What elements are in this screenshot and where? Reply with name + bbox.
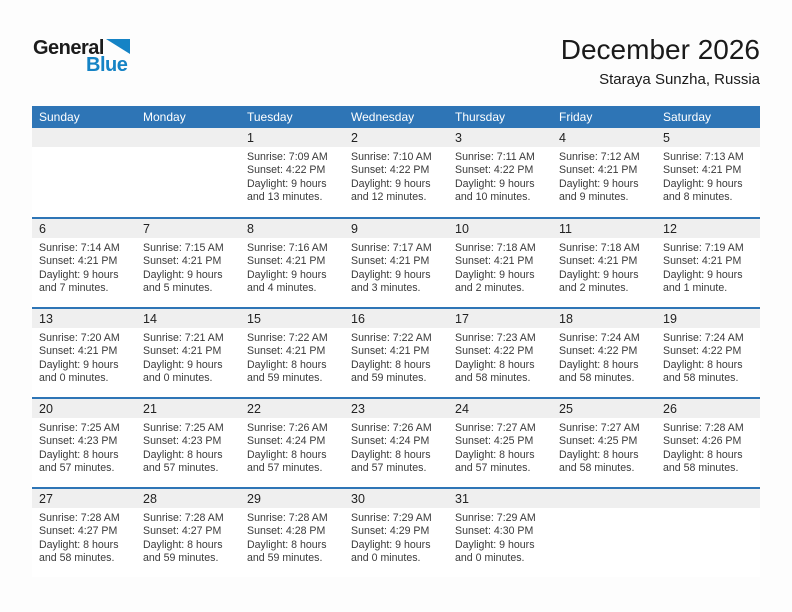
day-cell-21 — [136, 399, 240, 487]
week-row-4 — [32, 397, 760, 487]
day-detail-line: and 58 minutes. — [455, 372, 531, 385]
day-detail-line: Sunrise: 7:28 AM — [247, 512, 328, 524]
day-detail-line: Sunset: 4:21 PM — [39, 345, 118, 358]
day-detail-line: and 58 minutes. — [559, 462, 635, 475]
day-cell-8 — [240, 219, 344, 307]
day-cell-10 — [448, 219, 552, 307]
day-detail-line: Sunrise: 7:12 AM — [559, 151, 640, 163]
day-details — [240, 508, 344, 566]
day-detail-line: Sunrise: 7:19 AM — [663, 242, 744, 254]
day-number: 18 — [552, 309, 656, 328]
day-detail-line: Daylight: 9 hours — [559, 268, 639, 281]
day-details — [552, 328, 656, 386]
day-cell-24 — [448, 399, 552, 487]
day-detail-line: Daylight: 9 hours — [559, 177, 639, 190]
day-detail-line: Sunset: 4:21 PM — [663, 164, 742, 177]
day-detail-line: and 7 minutes. — [39, 282, 109, 295]
day-details — [448, 238, 552, 296]
day-number: 24 — [448, 399, 552, 418]
day-detail-line: Sunrise: 7:29 AM — [455, 512, 536, 524]
day-cell-17 — [448, 309, 552, 397]
day-detail-line: Daylight: 9 hours — [39, 268, 119, 281]
day-number: 2 — [344, 128, 448, 147]
weekday-saturday: Saturday — [663, 110, 712, 124]
day-detail-line: Sunrise: 7:18 AM — [559, 242, 640, 254]
day-number: 3 — [448, 128, 552, 147]
day-cell-27 — [32, 489, 136, 577]
day-details — [240, 238, 344, 296]
day-details — [552, 147, 656, 205]
week-row-3 — [32, 307, 760, 397]
day-detail-line: and 59 minutes. — [247, 372, 323, 385]
day-detail-line: and 59 minutes. — [351, 372, 427, 385]
day-detail-line: Daylight: 9 hours — [663, 268, 743, 281]
day-detail-line: and 2 minutes. — [559, 282, 629, 295]
day-detail-line: Sunset: 4:21 PM — [351, 345, 430, 358]
day-details — [136, 238, 240, 296]
day-number: 6 — [32, 219, 136, 238]
day-number: 10 — [448, 219, 552, 238]
day-detail-line: Sunset: 4:24 PM — [247, 435, 326, 448]
weekday-thursday: Thursday — [455, 110, 506, 124]
day-detail-line: and 4 minutes. — [247, 282, 317, 295]
day-details — [136, 147, 240, 151]
day-detail-line: Sunset: 4:21 PM — [143, 345, 222, 358]
day-cell-15 — [240, 309, 344, 397]
day-detail-line: Sunset: 4:22 PM — [559, 345, 638, 358]
week-row-2 — [32, 217, 760, 307]
day-detail-line: Sunset: 4:21 PM — [559, 255, 638, 268]
day-detail-line: Sunrise: 7:11 AM — [455, 151, 535, 163]
day-detail-line: Daylight: 9 hours — [351, 538, 431, 551]
day-detail-line: and 58 minutes. — [39, 552, 115, 565]
day-detail-line: Sunset: 4:22 PM — [455, 164, 534, 177]
day-detail-line: Daylight: 9 hours — [247, 177, 327, 190]
day-cell-14 — [136, 309, 240, 397]
day-number: 22 — [240, 399, 344, 418]
day-details — [344, 418, 448, 476]
day-detail-line: and 58 minutes. — [663, 462, 739, 475]
day-detail-line: Sunrise: 7:27 AM — [559, 422, 640, 434]
day-cell-25 — [552, 399, 656, 487]
day-detail-line: and 0 minutes. — [351, 552, 421, 565]
weekday-monday: Monday — [143, 110, 186, 124]
day-details — [656, 328, 760, 386]
day-detail-line: Sunrise: 7:22 AM — [351, 332, 432, 344]
day-detail-line: Sunset: 4:25 PM — [559, 435, 638, 448]
day-detail-line: Sunrise: 7:26 AM — [247, 422, 328, 434]
day-details — [344, 238, 448, 296]
day-cell-16 — [344, 309, 448, 397]
day-detail-line: Sunrise: 7:22 AM — [247, 332, 328, 344]
day-detail-line: Sunrise: 7:10 AM — [351, 151, 432, 163]
day-number — [552, 489, 656, 508]
day-number: 23 — [344, 399, 448, 418]
day-details — [344, 147, 448, 205]
day-detail-line: Daylight: 9 hours — [247, 268, 327, 281]
day-cell-19 — [656, 309, 760, 397]
day-details — [344, 328, 448, 386]
day-detail-line: and 13 minutes. — [247, 191, 323, 204]
page-title: December 2026 — [560, 34, 760, 65]
day-detail-line: Sunrise: 7:27 AM — [455, 422, 536, 434]
day-detail-line: Daylight: 9 hours — [143, 268, 223, 281]
day-detail-line: Sunset: 4:22 PM — [663, 345, 742, 358]
day-detail-line: Sunset: 4:21 PM — [247, 345, 326, 358]
day-detail-line: Sunrise: 7:16 AM — [247, 242, 328, 254]
day-number: 16 — [344, 309, 448, 328]
day-detail-line: Sunrise: 7:25 AM — [39, 422, 120, 434]
day-number: 7 — [136, 219, 240, 238]
day-details — [448, 328, 552, 386]
day-detail-line: and 57 minutes. — [247, 462, 323, 475]
day-detail-line: Sunset: 4:22 PM — [351, 164, 430, 177]
day-cell-23 — [344, 399, 448, 487]
day-detail-line: Sunrise: 7:24 AM — [559, 332, 640, 344]
day-detail-line: Sunrise: 7:14 AM — [39, 242, 120, 254]
day-detail-line: and 8 minutes. — [663, 191, 733, 204]
day-detail-line: and 59 minutes. — [247, 552, 323, 565]
day-detail-line: Daylight: 9 hours — [39, 358, 119, 371]
day-detail-line: and 57 minutes. — [39, 462, 115, 475]
day-details — [136, 418, 240, 476]
day-detail-line: and 10 minutes. — [455, 191, 531, 204]
day-cell-18 — [552, 309, 656, 397]
day-detail-line: and 1 minute. — [663, 282, 728, 295]
day-details — [448, 147, 552, 205]
day-cell-3 — [448, 128, 552, 217]
day-number: 30 — [344, 489, 448, 508]
day-number: 9 — [344, 219, 448, 238]
day-detail-line: Daylight: 8 hours — [455, 358, 535, 371]
week-row-5 — [32, 487, 760, 577]
day-number: 25 — [552, 399, 656, 418]
day-cell-empty — [552, 489, 656, 577]
day-detail-line: Sunset: 4:27 PM — [143, 525, 222, 538]
day-cell-5 — [656, 128, 760, 217]
day-number: 20 — [32, 399, 136, 418]
day-detail-line: Sunrise: 7:21 AM — [143, 332, 224, 344]
day-number: 26 — [656, 399, 760, 418]
day-cell-7 — [136, 219, 240, 307]
day-detail-line: and 0 minutes. — [143, 372, 213, 385]
day-number: 14 — [136, 309, 240, 328]
day-detail-line: Daylight: 9 hours — [455, 538, 535, 551]
day-detail-line: Sunrise: 7:25 AM — [143, 422, 224, 434]
weekday-tuesday: Tuesday — [247, 110, 293, 124]
logo-triangle-icon — [106, 39, 130, 54]
day-detail-line: and 57 minutes. — [455, 462, 531, 475]
day-details — [656, 508, 760, 512]
day-cell-28 — [136, 489, 240, 577]
day-detail-line: Sunset: 4:21 PM — [559, 164, 638, 177]
day-detail-line: Daylight: 8 hours — [455, 448, 535, 461]
day-number — [656, 489, 760, 508]
day-details — [552, 238, 656, 296]
week-row-1 — [32, 128, 760, 217]
day-details — [136, 328, 240, 386]
day-detail-line: Sunset: 4:21 PM — [143, 255, 222, 268]
day-details — [32, 328, 136, 386]
day-details — [32, 238, 136, 296]
day-details — [552, 508, 656, 512]
day-number: 27 — [32, 489, 136, 508]
day-detail-line: Sunrise: 7:20 AM — [39, 332, 120, 344]
day-detail-line: Daylight: 9 hours — [351, 177, 431, 190]
day-detail-line: Sunrise: 7:18 AM — [455, 242, 536, 254]
day-cell-26 — [656, 399, 760, 487]
day-detail-line: Sunset: 4:23 PM — [39, 435, 118, 448]
day-detail-line: Sunset: 4:21 PM — [351, 255, 430, 268]
day-detail-line: and 59 minutes. — [143, 552, 219, 565]
day-detail-line: Daylight: 8 hours — [247, 358, 327, 371]
day-details — [32, 147, 136, 151]
day-detail-line: Daylight: 8 hours — [559, 358, 639, 371]
day-cell-1 — [240, 128, 344, 217]
weekday-wednesday: Wednesday — [351, 110, 415, 124]
weekday-sunday: Sunday — [39, 110, 80, 124]
day-number: 13 — [32, 309, 136, 328]
location-subtitle: Staraya Sunzha, Russia — [599, 71, 760, 88]
day-detail-line: Daylight: 8 hours — [351, 448, 431, 461]
day-detail-line: Sunset: 4:21 PM — [247, 255, 326, 268]
general-blue-logo — [33, 38, 130, 75]
day-cell-2 — [344, 128, 448, 217]
day-details — [448, 508, 552, 566]
day-details — [240, 418, 344, 476]
day-details — [656, 147, 760, 205]
day-detail-line: Sunrise: 7:15 AM — [143, 242, 224, 254]
day-detail-line: and 2 minutes. — [455, 282, 525, 295]
day-number: 11 — [552, 219, 656, 238]
day-detail-line: Sunrise: 7:26 AM — [351, 422, 432, 434]
day-detail-line: Daylight: 8 hours — [143, 538, 223, 551]
day-detail-line: Sunset: 4:29 PM — [351, 525, 430, 538]
day-number: 5 — [656, 128, 760, 147]
day-details — [240, 328, 344, 386]
logo-word-general: General — [33, 37, 104, 59]
day-detail-line: Daylight: 9 hours — [455, 268, 535, 281]
day-details — [448, 418, 552, 476]
day-detail-line: and 12 minutes. — [351, 191, 427, 204]
day-number: 8 — [240, 219, 344, 238]
day-detail-line: Daylight: 9 hours — [663, 177, 743, 190]
day-details — [136, 508, 240, 566]
day-detail-line: Daylight: 8 hours — [39, 538, 119, 551]
day-cell-31 — [448, 489, 552, 577]
day-detail-line: Daylight: 8 hours — [143, 448, 223, 461]
day-detail-line: Sunset: 4:25 PM — [455, 435, 534, 448]
day-cell-12 — [656, 219, 760, 307]
day-detail-line: Daylight: 8 hours — [559, 448, 639, 461]
day-detail-line: Sunset: 4:21 PM — [455, 255, 534, 268]
day-cell-4 — [552, 128, 656, 217]
day-detail-line: and 57 minutes. — [143, 462, 219, 475]
day-detail-line: and 9 minutes. — [559, 191, 629, 204]
day-cell-22 — [240, 399, 344, 487]
day-detail-line: Sunset: 4:21 PM — [39, 255, 118, 268]
day-detail-line: Daylight: 9 hours — [455, 177, 535, 190]
day-detail-line: Daylight: 8 hours — [247, 538, 327, 551]
day-detail-line: Sunrise: 7:23 AM — [455, 332, 536, 344]
day-detail-line: Daylight: 8 hours — [663, 448, 743, 461]
day-detail-line: Sunset: 4:23 PM — [143, 435, 222, 448]
day-cell-6 — [32, 219, 136, 307]
day-details — [32, 508, 136, 566]
day-number — [136, 128, 240, 147]
day-detail-line: Sunset: 4:28 PM — [247, 525, 326, 538]
day-number: 29 — [240, 489, 344, 508]
day-detail-line: Daylight: 8 hours — [247, 448, 327, 461]
title-block — [561, 34, 760, 88]
day-detail-line: Sunrise: 7:28 AM — [143, 512, 224, 524]
weekday-friday: Friday — [559, 110, 593, 124]
day-number: 21 — [136, 399, 240, 418]
calendar — [32, 106, 760, 577]
day-number: 15 — [240, 309, 344, 328]
day-detail-line: Sunrise: 7:29 AM — [351, 512, 432, 524]
day-detail-line: Sunset: 4:22 PM — [247, 164, 326, 177]
day-detail-line: and 58 minutes. — [559, 372, 635, 385]
day-detail-line: Sunset: 4:21 PM — [663, 255, 742, 268]
day-detail-line: and 5 minutes. — [143, 282, 213, 295]
day-detail-line: and 3 minutes. — [351, 282, 421, 295]
day-cell-empty — [136, 128, 240, 217]
day-cell-11 — [552, 219, 656, 307]
day-detail-line: Sunrise: 7:13 AM — [663, 151, 744, 163]
day-detail-line: Sunrise: 7:28 AM — [39, 512, 120, 524]
day-detail-line: and 0 minutes. — [39, 372, 109, 385]
weekday-header-row — [32, 106, 760, 128]
day-detail-line: Sunset: 4:30 PM — [455, 525, 534, 538]
day-details — [656, 418, 760, 476]
day-detail-line: Sunset: 4:26 PM — [663, 435, 742, 448]
day-detail-line: Daylight: 8 hours — [663, 358, 743, 371]
day-detail-line: Sunrise: 7:28 AM — [663, 422, 744, 434]
day-cell-empty — [32, 128, 136, 217]
day-details — [552, 418, 656, 476]
day-cell-20 — [32, 399, 136, 487]
day-number: 19 — [656, 309, 760, 328]
day-detail-line: Daylight: 9 hours — [143, 358, 223, 371]
day-number: 1 — [240, 128, 344, 147]
day-details — [240, 147, 344, 205]
day-cell-30 — [344, 489, 448, 577]
day-cell-empty — [656, 489, 760, 577]
day-detail-line: Sunrise: 7:24 AM — [663, 332, 744, 344]
day-number: 28 — [136, 489, 240, 508]
day-detail-line: Sunset: 4:22 PM — [455, 345, 534, 358]
day-details — [32, 418, 136, 476]
day-detail-line: Daylight: 8 hours — [351, 358, 431, 371]
day-detail-line: Sunset: 4:27 PM — [39, 525, 118, 538]
day-detail-line: and 0 minutes. — [455, 552, 525, 565]
day-number: 12 — [656, 219, 760, 238]
day-details — [656, 238, 760, 296]
day-details — [344, 508, 448, 566]
day-number — [32, 128, 136, 147]
logo-word-blue: Blue — [86, 54, 128, 76]
day-detail-line: Sunrise: 7:17 AM — [351, 242, 432, 254]
day-detail-line: and 57 minutes. — [351, 462, 427, 475]
day-detail-line: Sunset: 4:24 PM — [351, 435, 430, 448]
day-cell-29 — [240, 489, 344, 577]
day-detail-line: Daylight: 8 hours — [39, 448, 119, 461]
day-detail-line: Sunrise: 7:09 AM — [247, 151, 328, 163]
day-number: 4 — [552, 128, 656, 147]
day-number: 17 — [448, 309, 552, 328]
day-cell-13 — [32, 309, 136, 397]
day-cell-9 — [344, 219, 448, 307]
day-detail-line: Daylight: 9 hours — [351, 268, 431, 281]
day-detail-line: and 58 minutes. — [663, 372, 739, 385]
day-number: 31 — [448, 489, 552, 508]
